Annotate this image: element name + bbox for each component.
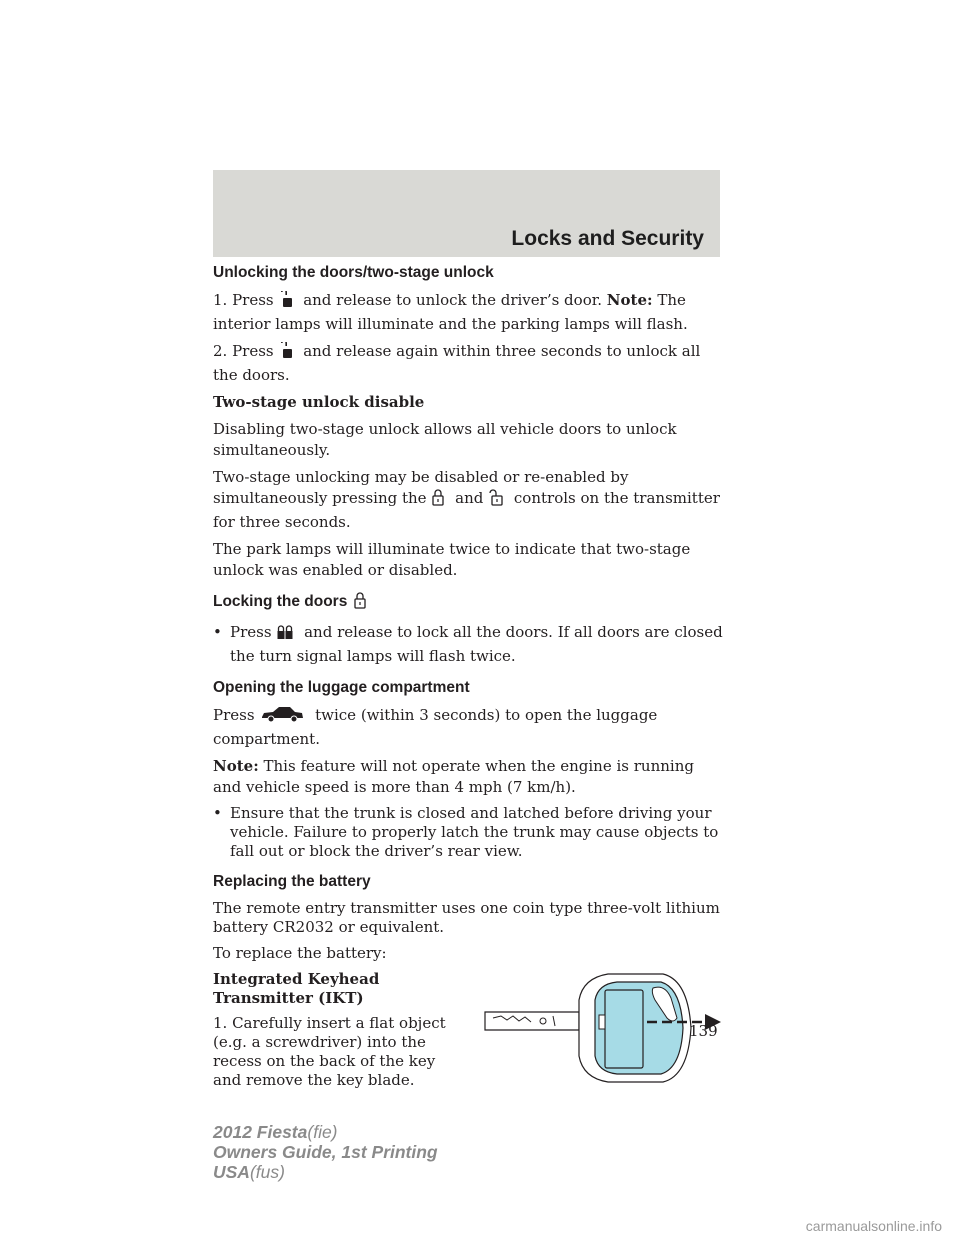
key-blade-removal-diagram	[483, 970, 723, 1085]
locking-bullet: • Press and release to lock all the doors. If all doors are closed the turn signal lamps will flash twice.	[213, 623, 723, 665]
battery-p1: The remote entry transmitter uses one coin type three-volt lithium battery CR2032 or equivalent.	[213, 899, 720, 936]
lock-outline-icon	[432, 489, 444, 512]
two-stage-p3: The park lamps will illuminate twice to indicate that two-stage unlock was enabled or disabled.	[213, 540, 691, 579]
unlock-step-1: 1. Press and release to unlock the driver’s door. Note: The interior lamps will illuminate and the parking lamps will flash.	[213, 291, 688, 333]
battery-heading: Replacing the battery	[213, 873, 371, 890]
lock-all-icon	[277, 625, 293, 646]
luggage-bullet: • Ensure that the trunk is closed and latched before driving your vehicle. Failure to properly latch the trunk may cause objects to fall out or block the driver’s rear view.	[213, 804, 719, 860]
watermark: carmanualsonline.info	[805, 1218, 942, 1234]
luggage-note: Note: This feature will not operate when the engine is running and vehicle speed is more than 4 mph (7 km/h).	[213, 757, 694, 796]
two-stage-p2: Two-stage unlocking may be disabled or re-enabled by simultaneously pressing the and controls on the transmitter for three seconds.	[213, 468, 720, 531]
unlock-driver-icon	[279, 291, 292, 314]
header-band	[213, 170, 720, 257]
trunk-car-icon	[260, 706, 304, 729]
key-illustration	[483, 970, 723, 1091]
manual-content	[213, 262, 723, 1096]
ikt-step-1: 1. Carefully insert a flat object (e.g. a screwdriver) into the recess on the back of the key and remove the key blade.	[213, 1014, 446, 1089]
unlock-step-2: 2. Press and release again within three seconds to unlock all the doors.	[213, 342, 701, 384]
unlock-all-icon	[279, 342, 292, 365]
luggage-heading: Opening the luggage compartment	[213, 679, 470, 696]
battery-p2: To replace the battery:	[213, 944, 387, 962]
unlocking-heading: Unlocking the doors/two-stage unlock	[213, 264, 494, 281]
luggage-p1: Press twice (within 3 seconds) to open the luggage compartment.	[213, 706, 658, 748]
page-section-title: Locks and Security	[511, 227, 704, 250]
page-number: 139	[689, 1022, 718, 1040]
locking-heading: Locking the doors	[213, 591, 723, 615]
ikt-section	[213, 970, 723, 1090]
two-stage-heading: Two-stage unlock disable	[213, 393, 425, 411]
document-footer: 2012 Fiesta(fie) Owners Guide, 1st Printing USA(fus)	[213, 1122, 438, 1182]
unlock-outline-icon	[489, 489, 503, 512]
lock-heading-icon	[354, 592, 366, 615]
two-stage-p1: Disabling two-stage unlock allows all vehicle doors to unlock simultaneously.	[213, 420, 677, 459]
ikt-heading: Integrated Keyhead Transmitter (IKT)	[213, 970, 380, 1007]
